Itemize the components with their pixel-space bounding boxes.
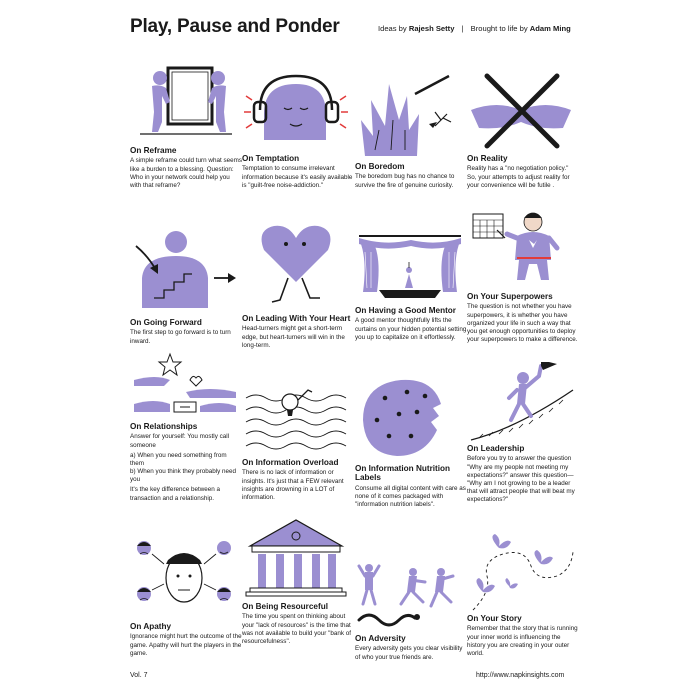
card-body: Temptation to consume irrelevant information because it's easily available is "guilt-free noise-addiction." bbox=[242, 165, 353, 189]
card-title: On Reality bbox=[467, 154, 508, 163]
card-body: Before you try to answer the question "Why are my people not meeting my expectations?" answer this question— "Why am I not growing to be a leader that will attract people that will beat my expectations?" bbox=[467, 455, 575, 504]
flag-climber-illustration bbox=[467, 362, 577, 442]
card-information-overload bbox=[242, 382, 354, 502]
card-body: Consume all digital content with care as none of it comes packaged with "information nutrition labels". bbox=[355, 484, 466, 509]
credits bbox=[378, 24, 571, 33]
card-body: Answer for yourself: You mostly call someone bbox=[130, 433, 230, 449]
card-body: The first step to go forward is to turn inward. bbox=[130, 329, 231, 345]
card-title: On Information Overload bbox=[242, 458, 339, 467]
theater-stage-illustration bbox=[355, 232, 465, 304]
inner-stairs-illustration bbox=[130, 228, 240, 316]
card-body: There is no lack of information or insights. It's just that a FEW relevant insights are drowning in a LOT of information. bbox=[242, 469, 344, 501]
reframe-illustration bbox=[130, 62, 240, 144]
card-title: On Reframe bbox=[130, 146, 177, 155]
card-body: A simple reframe could turn what seems like a burden to a blessing. Question: Who in your network could help you with that reframe? bbox=[130, 157, 242, 189]
card-apathy bbox=[130, 532, 242, 658]
faces-illustration bbox=[130, 532, 240, 620]
card-relationships bbox=[130, 350, 242, 503]
card-nutrition-labels bbox=[355, 374, 467, 509]
list-item: a) When you need something from them bbox=[130, 451, 227, 467]
card-mentor bbox=[355, 232, 467, 342]
ideas-author: Rajesh Setty bbox=[408, 24, 455, 33]
card-temptation bbox=[242, 70, 354, 190]
card-body: A good mentor thoughtfully lifts the curtains on your hidden potential setting you up to capitalize on it effortlessly. bbox=[355, 317, 467, 341]
headphones-illustration bbox=[242, 70, 352, 152]
card-adversity bbox=[355, 560, 467, 662]
card-resourceful bbox=[242, 516, 354, 646]
website-link[interactable]: http://www.napkinsights.com bbox=[476, 672, 565, 679]
art-label: Brought to life by bbox=[470, 24, 528, 33]
card-title: On Your Superpowers bbox=[467, 292, 553, 301]
art-author: Adam Ming bbox=[529, 24, 571, 33]
card-body-conclusion: It's the key difference between a transaction and a relationship. bbox=[130, 486, 220, 502]
card-leading-heart bbox=[242, 220, 354, 350]
card-title: On Adversity bbox=[355, 634, 406, 643]
card-superpowers bbox=[467, 208, 579, 344]
card-body: The time you spent on thinking about your "lack of resources" is the time that was not available to build your "bank of resourcefulness". bbox=[242, 613, 351, 645]
volume-label: Vol. 7 bbox=[130, 672, 148, 679]
drowning-bulb-illustration bbox=[242, 382, 352, 456]
card-body: Head-turners might get a short-term edge, but heart-turners will win in the long-term. bbox=[242, 325, 345, 349]
fire-illustration bbox=[355, 70, 465, 160]
bank-illustration bbox=[242, 516, 352, 600]
card-title: On Being Resourceful bbox=[242, 602, 328, 611]
list-item: b) When you think they probably need you bbox=[130, 468, 237, 484]
card-body: The boredom bug has no chance to survive the fire of genuine curiosity. bbox=[355, 173, 455, 189]
card-title: On Leadership bbox=[467, 444, 525, 453]
card-title: On Boredom bbox=[355, 162, 405, 171]
page-title: Play, Pause and Ponder bbox=[130, 16, 340, 37]
card-title: On Having a Good Mentor bbox=[355, 306, 456, 315]
card-body: Ignorance might hurt the outcome of the game. Apathy will hurt the players in the game. bbox=[130, 633, 242, 657]
walking-heart-illustration bbox=[242, 220, 352, 312]
card-boredom bbox=[355, 70, 467, 190]
snake-chase-illustration bbox=[355, 560, 465, 632]
card-your-story bbox=[467, 532, 579, 658]
ideas-label: Ideas by bbox=[378, 24, 407, 33]
card-title: On Relationships bbox=[130, 422, 198, 431]
card-title: On Going Forward bbox=[130, 318, 202, 327]
card-leadership bbox=[467, 362, 579, 504]
butterflies-illustration bbox=[467, 532, 577, 612]
card-reframe bbox=[130, 62, 242, 190]
card-body: Every adversity gets you clear visibility of who your true friends are. bbox=[355, 645, 463, 661]
card-body: Remember that the story that is running your inner world is influencing the history you are creating in your outer world. bbox=[467, 625, 578, 657]
card-title: On Leading With Your Heart bbox=[242, 314, 351, 323]
card-going-forward bbox=[130, 228, 242, 346]
crossed-hands-illustration bbox=[467, 70, 577, 152]
cookie-illustration bbox=[355, 374, 465, 462]
credits-separator: | bbox=[461, 24, 464, 33]
hands-exchange-illustration bbox=[130, 350, 240, 420]
card-list bbox=[130, 452, 242, 485]
card-reality bbox=[467, 70, 579, 190]
superhero-illustration bbox=[467, 208, 577, 290]
card-title: On Information Nutrition Labels bbox=[355, 464, 451, 483]
card-title: On Apathy bbox=[130, 622, 172, 631]
card-title: On Your Story bbox=[467, 614, 522, 623]
card-body: The question is not whether you have superpowers, it is whether you have organized your life in such a way that you get enough opportunities to deploy your superpowers to make a difference. bbox=[467, 303, 578, 344]
card-body: Reality has a "no negotiation policy." So, your attempts to adjust reality for your convenience will be futile . bbox=[467, 165, 570, 189]
card-title: On Temptation bbox=[242, 154, 300, 163]
